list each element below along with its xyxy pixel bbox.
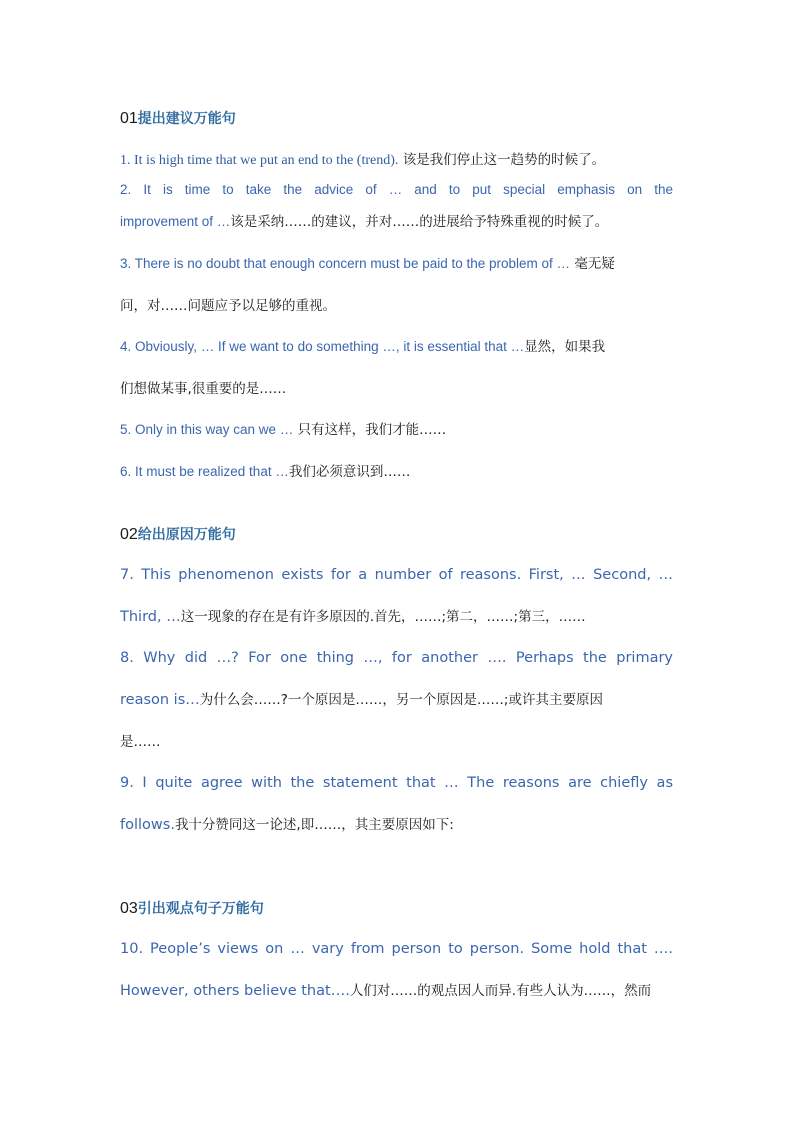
sentence-2-line-1 [120,181,673,199]
sentence-cn: 只有这样，我们才能…… [297,422,447,438]
sentence-cn: 该是采纳……的建议，并对……的进展给予特殊重视的时候了。 [230,214,609,230]
sentence-cn: 我十分赞同这一论述,即……，其主要原因如下: [174,817,454,833]
section-number: 01 [120,110,138,127]
sentence-9-line-2 [120,816,673,834]
section-number: 03 [120,900,138,917]
section-title: 引出观点句子万能句 [137,901,264,917]
sentence-10-line-1 [120,940,673,958]
sentence-2-line-2 [120,213,673,231]
sentence-cn: 人们对……的观点因人而异.有些人认为……，然而 [349,983,652,999]
sentence-en: 6. It must be realized that … [120,464,289,479]
section-heading-02 [120,524,236,545]
sentence-8-line-3 [120,733,673,751]
sentence-en: 5. Only in this way can we … [120,422,294,437]
sentence-cn: 显然，如果我 [524,339,606,355]
sentence-4-line-2 [120,380,673,398]
sentence-en: Third, … [120,609,181,625]
sentence-en: improvement of … [120,214,231,229]
sentence-en: 4. Obviously, … If we want to do something …, it is essential that … [120,339,525,354]
sentence-en: 7. This phenomenon exists for a number of reasons. First, … Second, … [120,567,673,583]
sentence-cn: 我们必须意识到…… [288,464,411,480]
sentence-cn: 们想做某事,很重要的是…… [120,381,287,397]
sentence-en: follows. [120,817,175,833]
sentence-cn: 该是我们停止这一趋势的时候了。 [402,152,606,168]
sentence-cn: 这一现象的存在是有许多原因的.首先，……;第二，……;第三，…… [180,609,586,625]
sentence-en: 10. People’s views on … vary from person to person. Some hold that …. [120,941,673,957]
section-heading-03 [120,898,264,919]
sentence-en: 3. There is no doubt that enough concern must be paid to the problem of … [120,256,571,271]
sentence-en: However, others believe that…. [120,983,350,999]
sentence-3-line-2 [120,297,673,315]
section-title: 给出原因万能句 [137,527,236,543]
sentence-cn: 毫无疑 [574,256,615,272]
sentence-en: reason is… [120,692,200,708]
sentence-en: 2. It is time to take the advice of … and to put special emphasis on the [120,182,673,197]
sentence-6 [120,463,673,481]
section-number: 02 [120,526,138,543]
sentence-en: 8. Why did …? For one thing …, for another …. Perhaps the primary [120,650,673,666]
section-title: 提出建议万能句 [137,111,236,127]
sentence-9-line-1 [120,774,673,792]
sentence-7-line-1 [120,566,673,584]
sentence-8-line-1 [120,649,673,667]
sentence-7-line-2 [120,608,673,626]
sentence-cn: 是…… [120,734,161,750]
sentence-cn: 为什么会……?一个原因是……，另一个原因是……;或许其主要原因 [199,692,603,708]
sentence-en: 1. It is high time that we put an end to the (trend). [120,153,399,168]
sentence-5 [120,421,673,439]
sentence-cn: 问，对……问题应予以足够的重视。 [120,298,336,314]
sentence-4-line-1 [120,338,673,356]
sentence-en: 9. I quite agree with the statement that … The reasons are chiefly as [120,775,673,791]
section-heading-01 [120,108,236,129]
sentence-3-line-1 [120,255,673,273]
sentence-1 [120,151,673,170]
sentence-8-line-2 [120,691,673,709]
sentence-10-line-2 [120,982,673,1000]
